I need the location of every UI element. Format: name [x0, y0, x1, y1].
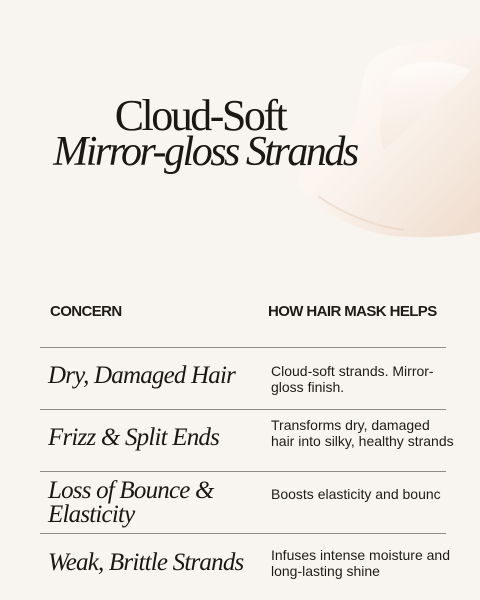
concern-cell: Frizz & Split Ends	[48, 424, 220, 451]
page-title-line1: Cloud-Soft	[114, 91, 286, 140]
concern-cell: Loss of Bounce & Elasticity	[48, 477, 214, 528]
concern-cell: Dry, Damaged Hair	[48, 362, 236, 389]
help-cell: Transforms dry, damaged hair into silky, healthy strands	[271, 417, 454, 449]
concern-cell: Weak, Brittle Strands	[48, 549, 244, 576]
table-divider	[40, 347, 446, 348]
column-header-concern: CONCERN	[50, 303, 122, 320]
table-divider	[40, 409, 446, 410]
column-header-helps: HOW HAIR MASK HELPS	[268, 303, 437, 320]
help-cell: Cloud-soft strands. Mirror-gloss finish.	[271, 363, 434, 395]
help-cell: Infuses intense moisture and long-lasting shine	[271, 547, 450, 579]
help-cell: Boosts elasticity and bounc	[271, 486, 441, 502]
table-divider	[40, 471, 446, 472]
page-title-line2: Mirror-gloss Strands	[53, 129, 357, 175]
table-divider	[40, 533, 446, 534]
